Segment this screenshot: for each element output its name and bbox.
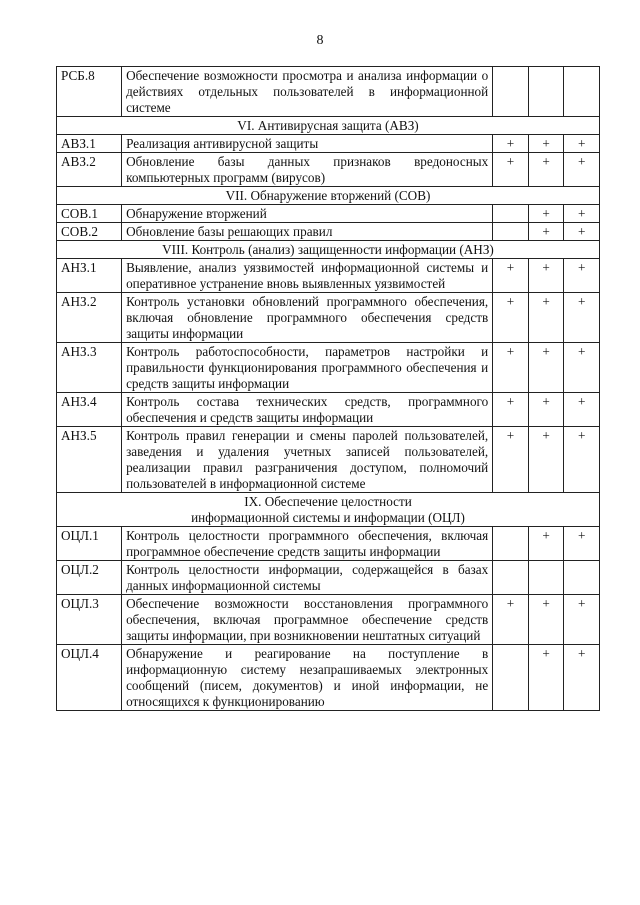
protection-class-2-mark: + (528, 293, 564, 343)
protection-class-1-mark (493, 645, 529, 711)
protection-class-3-mark: + (564, 527, 600, 561)
requirement-description: Обнаружение вторжений (122, 205, 493, 223)
requirement-code: ОЦЛ.1 (57, 527, 122, 561)
section-title-line: IX. Обеспечение целостности (244, 494, 412, 509)
requirement-code: СОВ.1 (57, 205, 122, 223)
requirement-code: ОЦЛ.3 (57, 595, 122, 645)
requirement-row (57, 595, 600, 645)
protection-class-1-mark (493, 527, 529, 561)
protection-class-3-mark: + (564, 223, 600, 241)
requirement-row (57, 343, 600, 393)
requirement-code: АНЗ.5 (57, 427, 122, 493)
requirement-row (57, 561, 600, 595)
protection-class-1-mark: + (493, 427, 529, 493)
requirement-description: Обеспечение возможности просмотра и анализа информации о действиях отдельных пользователей в информационной системе (122, 67, 493, 117)
section-title (57, 117, 600, 135)
protection-class-2-mark: + (528, 595, 564, 645)
requirement-code: АВЗ.2 (57, 153, 122, 187)
requirement-code: АВЗ.1 (57, 135, 122, 153)
requirement-code: ОЦЛ.2 (57, 561, 122, 595)
section-title (57, 241, 600, 259)
section-title-line: VIII. Контроль (анализ) защищенности информации (АНЗ) (162, 242, 494, 257)
section-title (57, 187, 600, 205)
requirement-code: ОЦЛ.4 (57, 645, 122, 711)
section-header-row (57, 187, 600, 205)
protection-class-3-mark (564, 561, 600, 595)
requirement-description: Контроль состава технических средств, программного обеспечения и средств защиты информации (122, 393, 493, 427)
requirement-description: Контроль целостности программного обеспечения, включая программное обеспечение средств защиты информации (122, 527, 493, 561)
protection-class-2-mark (528, 561, 564, 595)
requirement-description: Контроль правил генерации и смены паролей пользователей, заведения и удаления учетных записей пользователей, реализации правил разграничения доступом, полномочий пользователей в информационной системе (122, 427, 493, 493)
section-title-line: VI. Антивирусная защита (АВЗ) (237, 118, 419, 133)
requirement-description: Обнаружение и реагирование на поступление в информационную систему незапрашиваемых электронных сообщений (писем, документов) и иной информации, не относящихся к функционированию (122, 645, 493, 711)
protection-class-3-mark: + (564, 135, 600, 153)
requirement-code: АНЗ.1 (57, 259, 122, 293)
requirement-description: Контроль целостности информации, содержащейся в базах данных информационной системы (122, 561, 493, 595)
requirements-table (56, 66, 600, 711)
requirement-row (57, 259, 600, 293)
protection-class-3-mark: + (564, 205, 600, 223)
protection-class-3-mark: + (564, 427, 600, 493)
requirement-row (57, 205, 600, 223)
requirement-row (57, 293, 600, 343)
protection-class-2-mark: + (528, 153, 564, 187)
requirement-row (57, 427, 600, 493)
protection-class-1-mark: + (493, 293, 529, 343)
protection-class-3-mark: + (564, 153, 600, 187)
protection-class-3-mark: + (564, 259, 600, 293)
section-title-line: информационной системы и информации (ОЦЛ) (191, 510, 465, 525)
section-header-row (57, 493, 600, 527)
protection-class-2-mark: + (528, 205, 564, 223)
requirement-code: АНЗ.2 (57, 293, 122, 343)
protection-class-2-mark: + (528, 223, 564, 241)
requirement-description: Обновление базы решающих правил (122, 223, 493, 241)
protection-class-1-mark (493, 223, 529, 241)
requirement-row (57, 135, 600, 153)
requirement-row (57, 527, 600, 561)
requirement-description: Обновление базы данных признаков вредоносных компьютерных программ (вирусов) (122, 153, 493, 187)
requirement-row (57, 393, 600, 427)
protection-class-1-mark: + (493, 259, 529, 293)
requirement-row (57, 67, 600, 117)
requirement-row (57, 645, 600, 711)
protection-class-1-mark (493, 561, 529, 595)
protection-class-3-mark: + (564, 393, 600, 427)
section-title-line: VII. Обнаружение вторжений (СОВ) (225, 188, 431, 203)
section-title (57, 493, 600, 527)
protection-class-2-mark: + (528, 527, 564, 561)
requirement-row (57, 223, 600, 241)
requirement-description: Выявление, анализ уязвимостей информационной системы и оперативное устранение вновь выявленных уязвимостей (122, 259, 493, 293)
protection-class-2-mark: + (528, 645, 564, 711)
requirement-code: РСБ.8 (57, 67, 122, 117)
section-header-row (57, 241, 600, 259)
protection-class-2-mark: + (528, 259, 564, 293)
requirement-description: Контроль установки обновлений программного обеспечения, включая обновление программного обеспечения средств защиты информации (122, 293, 493, 343)
requirement-code: СОВ.2 (57, 223, 122, 241)
requirement-description: Обеспечение возможности восстановления программного обеспечения, включая программное обеспечение средств защиты информации, при возникновении нештатных ситуаций (122, 595, 493, 645)
protection-class-1-mark (493, 205, 529, 223)
protection-class-2-mark: + (528, 343, 564, 393)
protection-class-1-mark: + (493, 393, 529, 427)
protection-class-1-mark: + (493, 343, 529, 393)
requirement-description: Реализация антивирусной защиты (122, 135, 493, 153)
protection-class-2-mark: + (528, 427, 564, 493)
page-number: 8 (316, 33, 324, 48)
protection-class-1-mark: + (493, 595, 529, 645)
requirement-description: Контроль работоспособности, параметров настройки и правильности функционирования программного обеспечения и средств защиты информации (122, 343, 493, 393)
protection-class-1-mark: + (493, 153, 529, 187)
requirement-code: АНЗ.3 (57, 343, 122, 393)
protection-class-3-mark: + (564, 595, 600, 645)
protection-class-3-mark: + (564, 645, 600, 711)
protection-class-3-mark: + (564, 293, 600, 343)
protection-class-2-mark: + (528, 135, 564, 153)
section-header-row (57, 117, 600, 135)
protection-class-3-mark (564, 67, 600, 117)
protection-class-2-mark (528, 67, 564, 117)
protection-class-1-mark (493, 67, 529, 117)
requirement-code: АНЗ.4 (57, 393, 122, 427)
requirement-row (57, 153, 600, 187)
protection-class-3-mark: + (564, 343, 600, 393)
protection-class-1-mark: + (493, 135, 529, 153)
requirements-table-body (57, 67, 600, 711)
protection-class-2-mark: + (528, 393, 564, 427)
